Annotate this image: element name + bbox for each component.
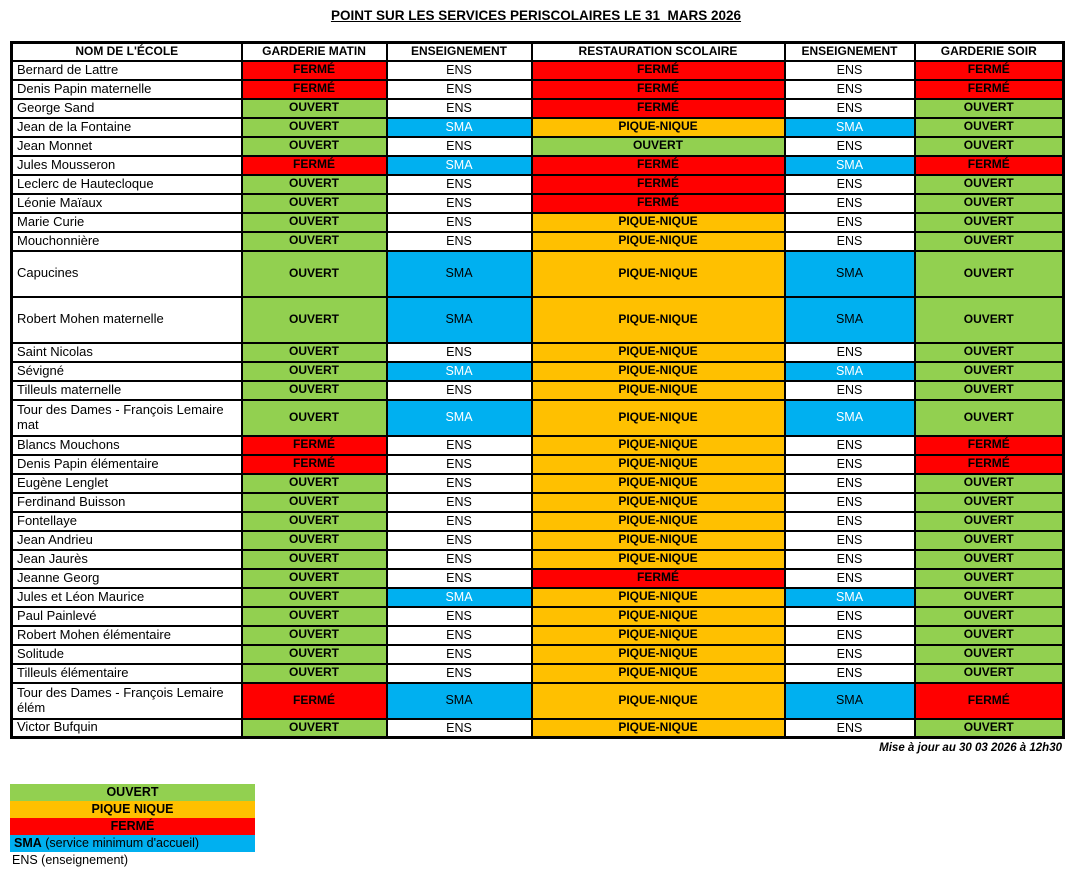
- school-name-cell: George Sand: [12, 99, 242, 118]
- status-cell: OUVERT: [242, 232, 387, 251]
- legend-sma-abbr: SMA: [14, 836, 42, 850]
- status-cell: OUVERT: [915, 607, 1064, 626]
- school-name-cell: Robert Mohen élémentaire: [12, 626, 242, 645]
- table-row: [12, 175, 1064, 194]
- school-name-cell: Jean Jaurès: [12, 550, 242, 569]
- status-cell: PIQUE-NIQUE: [532, 512, 785, 531]
- table-row: [12, 512, 1064, 531]
- school-name-cell: Leclerc de Hautecloque: [12, 175, 242, 194]
- school-name-cell: Jean de la Fontaine: [12, 118, 242, 137]
- school-name-cell: Victor Bufquin: [12, 719, 242, 738]
- status-cell: SMA: [785, 156, 915, 175]
- table-row: [12, 550, 1064, 569]
- status-cell: OUVERT: [242, 493, 387, 512]
- table-row: [12, 455, 1064, 474]
- status-cell: FERMÉ: [532, 569, 785, 588]
- table-row: [12, 251, 1064, 297]
- header-row: [12, 43, 1064, 61]
- school-name-cell: Jeanne Georg: [12, 569, 242, 588]
- school-name-cell: Bernard de Lattre: [12, 61, 242, 80]
- status-cell: SMA: [785, 362, 915, 381]
- status-cell: ENS: [785, 531, 915, 550]
- status-cell: OUVERT: [532, 137, 785, 156]
- table-row: [12, 156, 1064, 175]
- status-cell: FERMÉ: [532, 99, 785, 118]
- table-row: [12, 626, 1064, 645]
- status-cell: PIQUE-NIQUE: [532, 362, 785, 381]
- table-row: [12, 569, 1064, 588]
- status-cell: OUVERT: [242, 213, 387, 232]
- status-cell: OUVERT: [242, 474, 387, 493]
- status-cell: OUVERT: [915, 118, 1064, 137]
- status-cell: ENS: [387, 645, 532, 664]
- status-cell: OUVERT: [915, 400, 1064, 436]
- status-cell: FERMÉ: [915, 61, 1064, 80]
- status-cell: SMA: [387, 400, 532, 436]
- status-cell: ENS: [785, 99, 915, 118]
- status-cell: FERMÉ: [242, 683, 387, 719]
- school-name-cell: Sévigné: [12, 362, 242, 381]
- status-cell: OUVERT: [242, 137, 387, 156]
- school-name-cell: Jules Mousseron: [12, 156, 242, 175]
- school-name-cell: Eugène Lenglet: [12, 474, 242, 493]
- status-cell: ENS: [387, 626, 532, 645]
- table-row: [12, 213, 1064, 232]
- status-cell: OUVERT: [242, 664, 387, 683]
- school-name-cell: Jules et Léon Maurice: [12, 588, 242, 607]
- status-cell: FERMÉ: [532, 61, 785, 80]
- status-cell: FERMÉ: [915, 156, 1064, 175]
- school-name-cell: Denis Papin élémentaire: [12, 455, 242, 474]
- status-cell: ENS: [785, 550, 915, 569]
- status-cell: ENS: [387, 512, 532, 531]
- status-cell: SMA: [387, 156, 532, 175]
- school-name-cell: Jean Monnet: [12, 137, 242, 156]
- status-cell: FERMÉ: [915, 80, 1064, 99]
- school-name-cell: Ferdinand Buisson: [12, 493, 242, 512]
- status-cell: PIQUE-NIQUE: [532, 343, 785, 362]
- status-cell: OUVERT: [242, 512, 387, 531]
- status-cell: OUVERT: [915, 297, 1064, 343]
- status-cell: ENS: [387, 493, 532, 512]
- status-cell: OUVERT: [242, 400, 387, 436]
- status-cell: OUVERT: [242, 550, 387, 569]
- status-cell: PIQUE-NIQUE: [532, 213, 785, 232]
- status-cell: OUVERT: [915, 137, 1064, 156]
- table-row: [12, 474, 1064, 493]
- status-cell: SMA: [785, 251, 915, 297]
- status-cell: ENS: [785, 436, 915, 455]
- status-cell: OUVERT: [242, 175, 387, 194]
- school-name-cell: Capucines: [12, 251, 242, 297]
- status-cell: ENS: [387, 80, 532, 99]
- status-cell: ENS: [785, 607, 915, 626]
- status-cell: OUVERT: [915, 626, 1064, 645]
- table-row: [12, 645, 1064, 664]
- status-cell: OUVERT: [915, 213, 1064, 232]
- school-name-cell: Marie Curie: [12, 213, 242, 232]
- status-cell: OUVERT: [242, 626, 387, 645]
- status-cell: PIQUE-NIQUE: [532, 719, 785, 738]
- update-timestamp: Mise à jour au 30 03 2026 à 12h30: [879, 742, 1062, 754]
- legend-ouvert: OUVERT: [10, 784, 255, 801]
- status-cell: OUVERT: [242, 251, 387, 297]
- table-row: [12, 588, 1064, 607]
- status-cell: PIQUE-NIQUE: [532, 400, 785, 436]
- status-cell: ENS: [785, 455, 915, 474]
- status-cell: OUVERT: [242, 588, 387, 607]
- status-cell: OUVERT: [242, 645, 387, 664]
- status-cell: FERMÉ: [915, 683, 1064, 719]
- status-cell: ENS: [387, 194, 532, 213]
- status-cell: FERMÉ: [532, 175, 785, 194]
- status-cell: PIQUE-NIQUE: [532, 297, 785, 343]
- school-name-cell: Tour des Dames - François Lemaire mat: [12, 400, 242, 436]
- status-cell: SMA: [387, 251, 532, 297]
- status-cell: ENS: [785, 569, 915, 588]
- status-cell: OUVERT: [242, 118, 387, 137]
- school-name-cell: Tilleuls élémentaire: [12, 664, 242, 683]
- status-cell: ENS: [387, 531, 532, 550]
- status-cell: PIQUE-NIQUE: [532, 251, 785, 297]
- legend-pique-nique: PIQUE NIQUE: [10, 801, 255, 818]
- status-cell: FERMÉ: [242, 156, 387, 175]
- status-cell: ENS: [387, 436, 532, 455]
- status-cell: ENS: [387, 455, 532, 474]
- status-cell: ENS: [785, 61, 915, 80]
- status-cell: SMA: [387, 683, 532, 719]
- status-cell: ENS: [387, 137, 532, 156]
- status-cell: PIQUE-NIQUE: [532, 645, 785, 664]
- status-cell: OUVERT: [915, 381, 1064, 400]
- status-cell: FERMÉ: [532, 80, 785, 99]
- status-cell: PIQUE-NIQUE: [532, 683, 785, 719]
- status-cell: OUVERT: [242, 719, 387, 738]
- status-cell: OUVERT: [915, 588, 1064, 607]
- status-cell: OUVERT: [915, 550, 1064, 569]
- school-name-cell: Solitude: [12, 645, 242, 664]
- status-cell: OUVERT: [915, 664, 1064, 683]
- table-row: [12, 493, 1064, 512]
- status-cell: OUVERT: [242, 531, 387, 550]
- status-cell: ENS: [387, 232, 532, 251]
- school-name-cell: Blancs Mouchons: [12, 436, 242, 455]
- status-cell: ENS: [387, 569, 532, 588]
- legend-sma: [10, 835, 255, 852]
- status-cell: FERMÉ: [532, 194, 785, 213]
- status-cell: ENS: [387, 607, 532, 626]
- status-cell: PIQUE-NIQUE: [532, 588, 785, 607]
- status-cell: ENS: [785, 137, 915, 156]
- legend-ferme: FERMÉ: [10, 818, 255, 835]
- status-cell: OUVERT: [915, 232, 1064, 251]
- table-row: [12, 381, 1064, 400]
- status-cell: FERMÉ: [915, 436, 1064, 455]
- table-row: [12, 400, 1064, 436]
- table-row: [12, 99, 1064, 118]
- status-cell: OUVERT: [915, 474, 1064, 493]
- status-cell: ENS: [785, 381, 915, 400]
- status-cell: SMA: [785, 118, 915, 137]
- header-enseignement-matin: ENSEIGNEMENT: [387, 43, 532, 61]
- school-name-cell: Robert Mohen maternelle: [12, 297, 242, 343]
- status-cell: OUVERT: [242, 194, 387, 213]
- table-row: [12, 683, 1064, 719]
- header-school-name: NOM DE L'ÉCOLE: [12, 43, 242, 61]
- status-cell: OUVERT: [915, 251, 1064, 297]
- status-cell: OUVERT: [915, 194, 1064, 213]
- status-cell: FERMÉ: [242, 436, 387, 455]
- status-cell: PIQUE-NIQUE: [532, 531, 785, 550]
- table-body: [12, 61, 1064, 738]
- table-header: [12, 43, 1064, 61]
- status-cell: ENS: [387, 213, 532, 232]
- status-cell: ENS: [785, 512, 915, 531]
- status-cell: PIQUE-NIQUE: [532, 664, 785, 683]
- status-cell: OUVERT: [915, 493, 1064, 512]
- school-name-cell: Paul Painlevé: [12, 607, 242, 626]
- status-cell: PIQUE-NIQUE: [532, 455, 785, 474]
- status-cell: OUVERT: [915, 569, 1064, 588]
- legend: [10, 784, 255, 869]
- status-cell: SMA: [785, 400, 915, 436]
- status-cell: ENS: [785, 80, 915, 99]
- table-row: [12, 343, 1064, 362]
- table-row: [12, 80, 1064, 99]
- legend-ens: ENS (enseignement): [12, 853, 129, 867]
- school-name-cell: Fontellaye: [12, 512, 242, 531]
- status-cell: OUVERT: [242, 569, 387, 588]
- status-cell: OUVERT: [242, 343, 387, 362]
- status-cell: ENS: [387, 550, 532, 569]
- status-cell: PIQUE-NIQUE: [532, 493, 785, 512]
- status-cell: SMA: [785, 588, 915, 607]
- status-cell: SMA: [387, 297, 532, 343]
- status-cell: ENS: [387, 175, 532, 194]
- table-row: [12, 61, 1064, 80]
- status-cell: ENS: [387, 474, 532, 493]
- table-row: [12, 436, 1064, 455]
- table-row: [12, 137, 1064, 156]
- table-row: [12, 607, 1064, 626]
- status-cell: OUVERT: [242, 381, 387, 400]
- status-cell: SMA: [387, 118, 532, 137]
- status-cell: PIQUE-NIQUE: [532, 118, 785, 137]
- status-cell: ENS: [785, 645, 915, 664]
- status-cell: SMA: [785, 297, 915, 343]
- status-cell: ENS: [387, 99, 532, 118]
- school-name-cell: Jean Andrieu: [12, 531, 242, 550]
- school-name-cell: Denis Papin maternelle: [12, 80, 242, 99]
- status-cell: ENS: [785, 213, 915, 232]
- table-row: [12, 664, 1064, 683]
- status-cell: OUVERT: [915, 645, 1064, 664]
- status-cell: PIQUE-NIQUE: [532, 550, 785, 569]
- status-cell: ENS: [785, 175, 915, 194]
- status-cell: OUVERT: [242, 362, 387, 381]
- status-cell: OUVERT: [915, 531, 1064, 550]
- status-cell: PIQUE-NIQUE: [532, 626, 785, 645]
- status-cell: OUVERT: [915, 719, 1064, 738]
- status-cell: ENS: [785, 194, 915, 213]
- status-cell: ENS: [785, 232, 915, 251]
- status-cell: OUVERT: [915, 175, 1064, 194]
- status-cell: ENS: [387, 343, 532, 362]
- school-name-cell: Tour des Dames - François Lemaire élém: [12, 683, 242, 719]
- header-garderie-soir: GARDERIE SOIR: [915, 43, 1064, 61]
- status-cell: SMA: [785, 683, 915, 719]
- status-cell: ENS: [785, 664, 915, 683]
- school-name-cell: Léonie Maïaux: [12, 194, 242, 213]
- page-title: POINT SUR LES SERVICES PERISCOLAIRES LE 31 MARS 2026: [330, 8, 742, 23]
- status-cell: ENS: [785, 626, 915, 645]
- status-cell: ENS: [785, 719, 915, 738]
- header-enseignement-soir: ENSEIGNEMENT: [785, 43, 915, 61]
- status-cell: ENS: [387, 381, 532, 400]
- school-name-cell: Tilleuls maternelle: [12, 381, 242, 400]
- status-cell: PIQUE-NIQUE: [532, 474, 785, 493]
- status-cell: PIQUE-NIQUE: [532, 607, 785, 626]
- school-name-cell: Mouchonnière: [12, 232, 242, 251]
- status-cell: PIQUE-NIQUE: [532, 436, 785, 455]
- status-cell: PIQUE-NIQUE: [532, 232, 785, 251]
- table-row: [12, 118, 1064, 137]
- status-cell: OUVERT: [915, 512, 1064, 531]
- table-row: [12, 531, 1064, 550]
- status-cell: ENS: [387, 664, 532, 683]
- status-cell: FERMÉ: [242, 80, 387, 99]
- table-row: [12, 194, 1064, 213]
- status-cell: SMA: [387, 362, 532, 381]
- status-cell: FERMÉ: [242, 455, 387, 474]
- status-cell: OUVERT: [242, 607, 387, 626]
- header-garderie-matin: GARDERIE MATIN: [242, 43, 387, 61]
- table-row: [12, 297, 1064, 343]
- status-cell: OUVERT: [915, 362, 1064, 381]
- table-row: [12, 362, 1064, 381]
- status-cell: OUVERT: [915, 99, 1064, 118]
- status-cell: FERMÉ: [915, 455, 1064, 474]
- status-cell: SMA: [387, 588, 532, 607]
- status-cell: OUVERT: [915, 343, 1064, 362]
- status-cell: ENS: [785, 343, 915, 362]
- status-cell: ENS: [785, 474, 915, 493]
- table-row: [12, 719, 1064, 738]
- status-cell: ENS: [387, 61, 532, 80]
- status-cell: ENS: [785, 493, 915, 512]
- status-cell: ENS: [387, 719, 532, 738]
- status-cell: OUVERT: [242, 99, 387, 118]
- school-name-cell: Saint Nicolas: [12, 343, 242, 362]
- status-cell: FERMÉ: [532, 156, 785, 175]
- status-cell: FERMÉ: [242, 61, 387, 80]
- legend-sma-description: (service minimum d'accueil): [41, 836, 200, 850]
- table-row: [12, 232, 1064, 251]
- status-cell: OUVERT: [242, 297, 387, 343]
- status-cell: PIQUE-NIQUE: [532, 381, 785, 400]
- header-restauration-scolaire: RESTAURATION SCOLAIRE: [532, 43, 785, 61]
- services-table: [10, 41, 1065, 739]
